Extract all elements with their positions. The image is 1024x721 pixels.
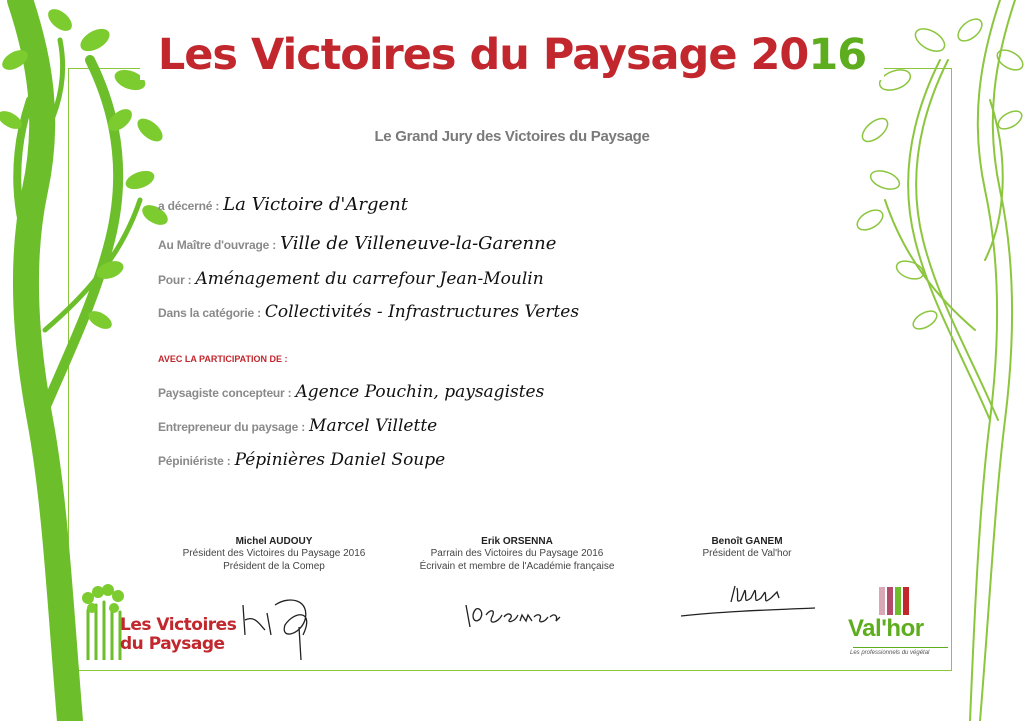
- participant-contractor: [158, 416, 437, 436]
- signatory-orsenna: [387, 536, 647, 573]
- right-tree-illustration: [850, 0, 1024, 721]
- field-client: [158, 233, 556, 254]
- signatory-audouy: [144, 536, 404, 573]
- valhor-logo-name: Val'hor: [848, 615, 924, 642]
- participant-nursery: [158, 450, 445, 470]
- participant-value: Pépinières Daniel Soupe: [234, 450, 446, 470]
- field-value: Ville de Villeneuve-la-Garenne: [280, 233, 557, 254]
- field-label: Au Maître d'ouvrage :: [158, 238, 277, 252]
- field-project: [158, 269, 544, 289]
- participant-value: Agence Pouchin, paysagistes: [295, 382, 545, 402]
- title-year-digit-6: 6: [837, 30, 867, 80]
- signatory-role: Président de la Comep: [223, 561, 325, 572]
- victoires-logo-line1: Les Victoires: [120, 615, 237, 635]
- participant-label: Pépiniériste :: [158, 454, 231, 468]
- title-wrap: [0, 30, 1024, 80]
- valhor-divider: [853, 647, 948, 648]
- victoires-logo-mark: [80, 580, 125, 660]
- field-category: [158, 302, 579, 322]
- field-awarded: [158, 194, 408, 215]
- field-value: La Victoire d'Argent: [223, 194, 408, 215]
- signature-audouy: [235, 585, 335, 670]
- signatory-role: Parrain des Victoires du Paysage 2016: [430, 548, 604, 559]
- participant-label: Paysagiste concepteur :: [158, 386, 292, 400]
- signatory-role: Président des Victoires du Paysage 2016: [182, 548, 366, 559]
- signatory-role: Écrivain et membre de l'Académie française: [419, 561, 615, 572]
- participation-heading: AVEC LA PARTICIPATION DE :: [158, 354, 288, 364]
- valhor-logo-mark: [879, 587, 909, 615]
- signatory-name: Michel AUDOUY: [235, 536, 313, 547]
- jury-heading: Le Grand Jury des Victoires du Paysage: [374, 128, 650, 145]
- participant-designer: [158, 382, 544, 402]
- signature-ganem: [675, 578, 820, 623]
- field-value: Collectivités - Infrastructures Vertes: [264, 302, 580, 322]
- title-year-digit-1: 1: [808, 30, 838, 80]
- victoires-logo: [120, 616, 236, 654]
- title-main: Les Victoires du Paysage 20: [157, 30, 809, 80]
- field-label: a décerné :: [158, 199, 220, 213]
- signatory-ganem: [617, 536, 877, 560]
- valhor-tagline: Les professionnels du végétal: [850, 650, 930, 656]
- field-label: Dans la catégorie :: [158, 306, 261, 320]
- victoires-logo-line2: du Paysage: [120, 634, 225, 654]
- signatory-name: Erik ORSENNA: [481, 536, 553, 547]
- signature-orsenna: [462, 595, 572, 635]
- signatory-name: Benoît GANEM: [711, 536, 783, 547]
- signatory-role: Président de Val'hor: [702, 548, 792, 559]
- participant-label: Entrepreneur du paysage :: [158, 420, 306, 434]
- field-label: Pour :: [158, 273, 192, 287]
- field-value: Aménagement du carrefour Jean-Moulin: [195, 269, 544, 289]
- participant-value: Marcel Villette: [309, 416, 438, 436]
- certificate-title: [140, 30, 884, 80]
